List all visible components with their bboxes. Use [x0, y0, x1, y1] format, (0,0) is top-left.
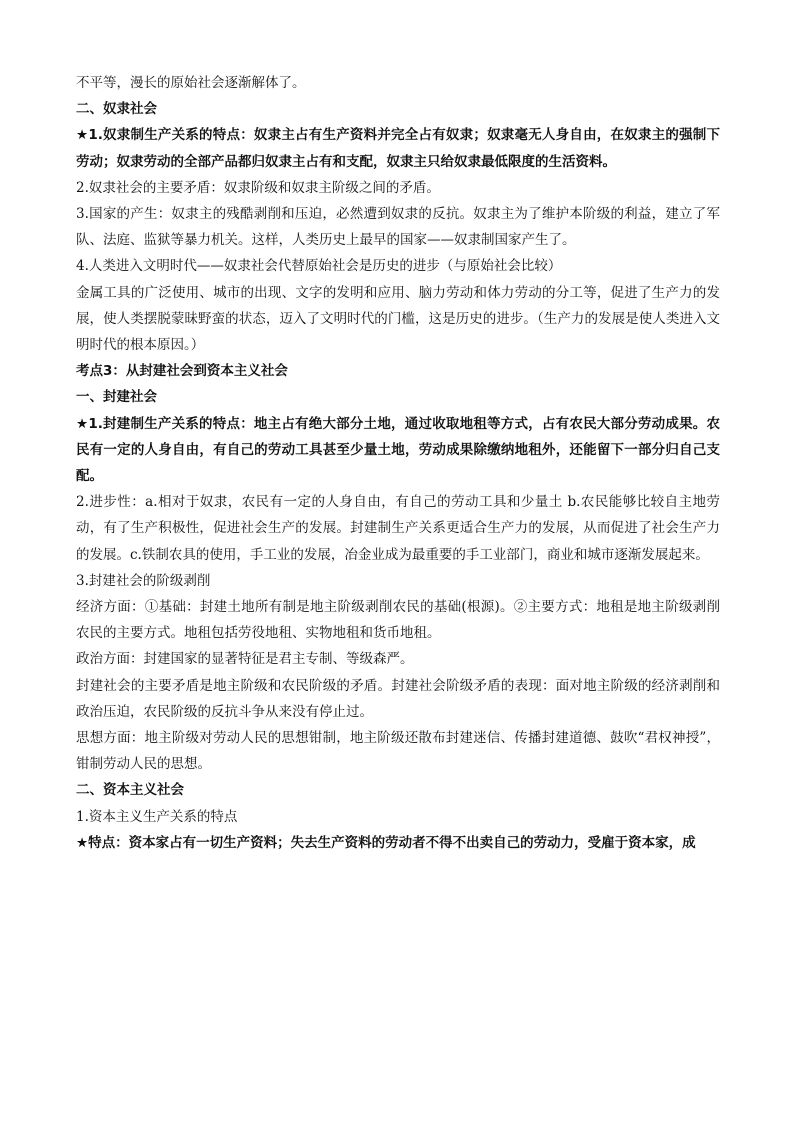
- key-point: ★1.封建制生产关系的特点：地主占有绝大部分土地，通过收取地租等方式，占有农民大部分劳动成果。农民有一定的人身自由，有自己的劳动工具甚至少量土地，劳动成果除缴纳地租外，还能留下一部分归自己支配。: [76, 415, 720, 485]
- section-heading: 二、奴隶社会: [76, 101, 157, 118]
- paragraph: 1.资本主义生产关系的特点: [76, 808, 238, 825]
- paragraph: 政治方面：封建国家的显著特征是君主专制、等级森严。: [76, 651, 414, 668]
- key-point: ★1.奴隶制生产关系的特点：奴隶主占有生产资料并完全占有奴隶；奴隶毫无人身自由，在奴隶主的强制下劳动；奴隶劳动的全部产品都归奴隶主占有和支配，奴隶主只给奴隶最低限度的生活资料。: [76, 127, 720, 170]
- paragraph: 4.人类进入文明时代——奴隶社会代替原始社会是历史的进步（与原始社会比较）: [76, 258, 562, 275]
- paragraph: 思想方面：地主阶级对劳动人民的思想钳制，地主阶级还散布封建迷信、传播封建道德、鼓吹“君权神授”，钳制劳动人民的思想。: [76, 730, 720, 773]
- paragraph: 金属工具的广泛使用、城市的出现、文字的发明和应用、脑力劳动和体力劳动的分工等，促进了生产力的发展，使人类摆脱蒙昧野蛮的状态，迈入了文明时代的门槛，这是历史的进步。（生产力的发展是使人类进入文明时代的根本原因。）: [76, 284, 720, 354]
- paragraph: 2.奴隶社会的主要矛盾：奴隶阶级和奴隶主阶级之间的矛盾。: [76, 179, 440, 196]
- paragraph: 2.进步性：a.相对于奴隶，农民有一定的人身自由，有自己的劳动工具和少量土 b.农民能够比较自主地劳动，有了生产积极性，促进社会生产的发展。封建制生产关系更适合生产力的发展，从而促进了社会生产力的发展。c.铁制农具的使用，手工业的发展，冶金业成为最重要的手工业部门，商业和城市逐渐发展起来。: [76, 494, 720, 563]
- key-point: ★特点：资本家占有一切生产资料；失去生产资料的劳动者不得不出卖自己的劳动力，受雇于资本家，成: [76, 834, 696, 851]
- paragraph: 封建社会的主要矛盾是地主阶级和农民阶级的矛盾。封建社会阶级矛盾的表现：面对地主阶级的经济剥削和政治压迫，农民阶级的反抗斗争从来没有停止过。: [76, 677, 720, 720]
- section-heading: 二、资本主义社会: [76, 782, 184, 799]
- topic-heading: 考点3：从封建社会到资本主义社会: [76, 363, 288, 380]
- paragraph: 经济方面：①基础：封建土地所有制是地主阶级剥削农民的基础(根源)。②主要方式：地租是地主阶级剥削农民的主要方式。地租包括劳役地租、实物地租和货币地租。: [76, 599, 720, 642]
- paragraph: 3.国家的产生：奴隶主的残酷剥削和压迫，必然遭到奴隶的反抗。奴隶主为了维护本阶级的利益，建立了军队、法庭、监狱等暴力机关。这样，人类历史上最早的国家——奴隶制国家产生了。: [76, 206, 720, 249]
- paragraph: 不平等，漫长的原始社会逐渐解体了。: [76, 75, 306, 91]
- document-page: [76, 70, 720, 856]
- section-heading: 一、封建社会: [76, 389, 157, 406]
- paragraph: 3.封建社会的阶级剥削: [76, 572, 211, 589]
